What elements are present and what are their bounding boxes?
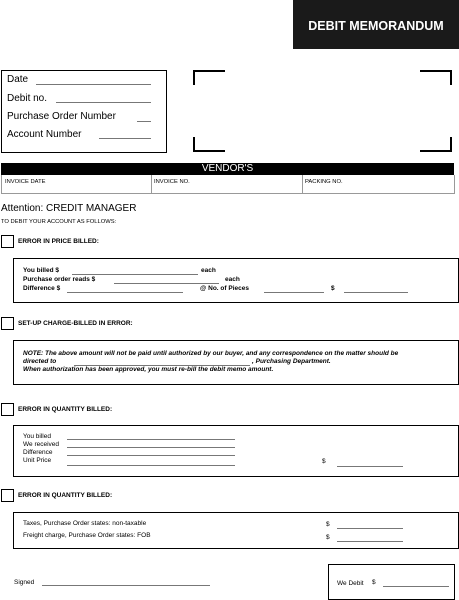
freight-amount-field[interactable]: [337, 541, 403, 542]
vendor-divider-2: [302, 175, 303, 193]
we-debit-amount-field[interactable]: [383, 586, 449, 587]
qty-you-billed-field[interactable]: [67, 439, 235, 440]
vendor-title: VENDOR'S: [201, 163, 254, 174]
note-box: [13, 340, 459, 385]
price-error-box: [13, 258, 459, 303]
difference-field[interactable]: [67, 292, 183, 293]
debit-no-label: Debit no.: [7, 93, 48, 104]
qty-difference-field[interactable]: [67, 455, 235, 456]
price-total-field[interactable]: [344, 292, 408, 293]
attention-label: Attention: CREDIT MANAGER: [1, 203, 137, 214]
each-label-2: each: [225, 276, 240, 283]
we-debit-box: [328, 564, 455, 600]
po-reads-field[interactable]: [114, 283, 219, 284]
qty-difference-label: Difference: [23, 449, 53, 456]
signature-field[interactable]: [42, 585, 210, 586]
price-error-heading: ERROR IN PRICE BILLED:: [18, 238, 99, 245]
price-error-checkbox[interactable]: [1, 235, 14, 248]
quantity-error-box: [13, 425, 459, 477]
packing-no-label: PACKING NO.: [305, 179, 343, 185]
debit-no-field[interactable]: [56, 102, 151, 103]
debit-instruction: TO DEBIT YOUR ACCOUNT AS FOLLOWS:: [1, 219, 117, 225]
po-reads-label: Purchase order reads $: [23, 276, 96, 283]
setup-charge-heading: SET-UP CHARGE-BILLED IN ERROR:: [18, 320, 133, 327]
quantity-error-2-heading: ERROR IN QUANTITY BILLED:: [18, 492, 113, 499]
address-corner-top-right: [420, 70, 452, 85]
vendor-divider-1: [151, 175, 152, 193]
invoice-date-label: INVOICE DATE: [5, 179, 46, 185]
no-of-pieces-field[interactable]: [264, 292, 324, 293]
page-title: DEBIT MEMORANDUM: [308, 19, 444, 33]
memo-info-box: [1, 70, 167, 153]
address-corner-top-left: [193, 70, 225, 85]
quantity-error-2-checkbox[interactable]: [1, 489, 14, 502]
price-dollar-label: $: [331, 285, 335, 292]
taxes-dollar-label: $: [326, 521, 330, 528]
note-line-2-start: directed to: [23, 358, 57, 365]
you-billed-label: You billed $: [23, 267, 59, 274]
title-banner: [293, 0, 459, 49]
setup-charge-checkbox[interactable]: [1, 317, 14, 330]
vendor-row: [1, 175, 455, 194]
each-label-1: each: [201, 267, 216, 274]
note-line-1: NOTE: The above amount will not be paid until authorized by our buyer, and any correspondence on the matter should be: [23, 350, 399, 357]
account-number-field[interactable]: [99, 138, 151, 139]
po-number-field[interactable]: [137, 121, 151, 122]
qty-dollar-label: $: [322, 458, 326, 465]
po-number-label: Purchase Order Number: [7, 111, 116, 122]
you-billed-field[interactable]: [72, 274, 198, 275]
freight-dollar-label: $: [326, 534, 330, 541]
quantity-error-heading: ERROR IN QUANTITY BILLED:: [18, 406, 113, 413]
signed-label: Signed: [14, 579, 35, 586]
freight-label: Freight charge, Purchase Order states: FOB: [23, 532, 151, 539]
note-line-3: When authorization has been approved, you must re-bill the debit memo amount.: [23, 366, 274, 373]
vendor-header-bar: [1, 163, 454, 175]
difference-label: Difference $: [23, 285, 61, 292]
we-debit-label: We Debit: [337, 580, 364, 587]
qty-we-received-field[interactable]: [67, 447, 235, 448]
qty-you-billed-label: You billed: [23, 433, 51, 440]
date-label: Date: [7, 74, 29, 85]
taxes-freight-box: [13, 512, 459, 549]
address-corner-bottom-left: [193, 137, 225, 152]
we-debit-dollar-label: $: [372, 579, 376, 586]
invoice-no-label: INVOICE NO.: [154, 179, 190, 185]
taxes-label: Taxes, Purchase Order states: non-taxable: [23, 520, 147, 527]
qty-unit-price-field[interactable]: [67, 465, 235, 466]
date-field[interactable]: [36, 84, 151, 85]
address-corner-bottom-right: [420, 137, 452, 152]
no-of-pieces-label: @ No. of Pieces: [200, 285, 249, 292]
account-number-label: Account Number: [7, 129, 82, 140]
qty-unit-price-label: Unit Price: [23, 457, 52, 464]
taxes-amount-field[interactable]: [337, 528, 403, 529]
qty-total-field[interactable]: [337, 466, 403, 467]
quantity-error-checkbox[interactable]: [1, 403, 14, 416]
qty-we-received-label: We received: [23, 441, 60, 448]
note-line-2-end: , Purchasing Department.: [252, 358, 331, 365]
